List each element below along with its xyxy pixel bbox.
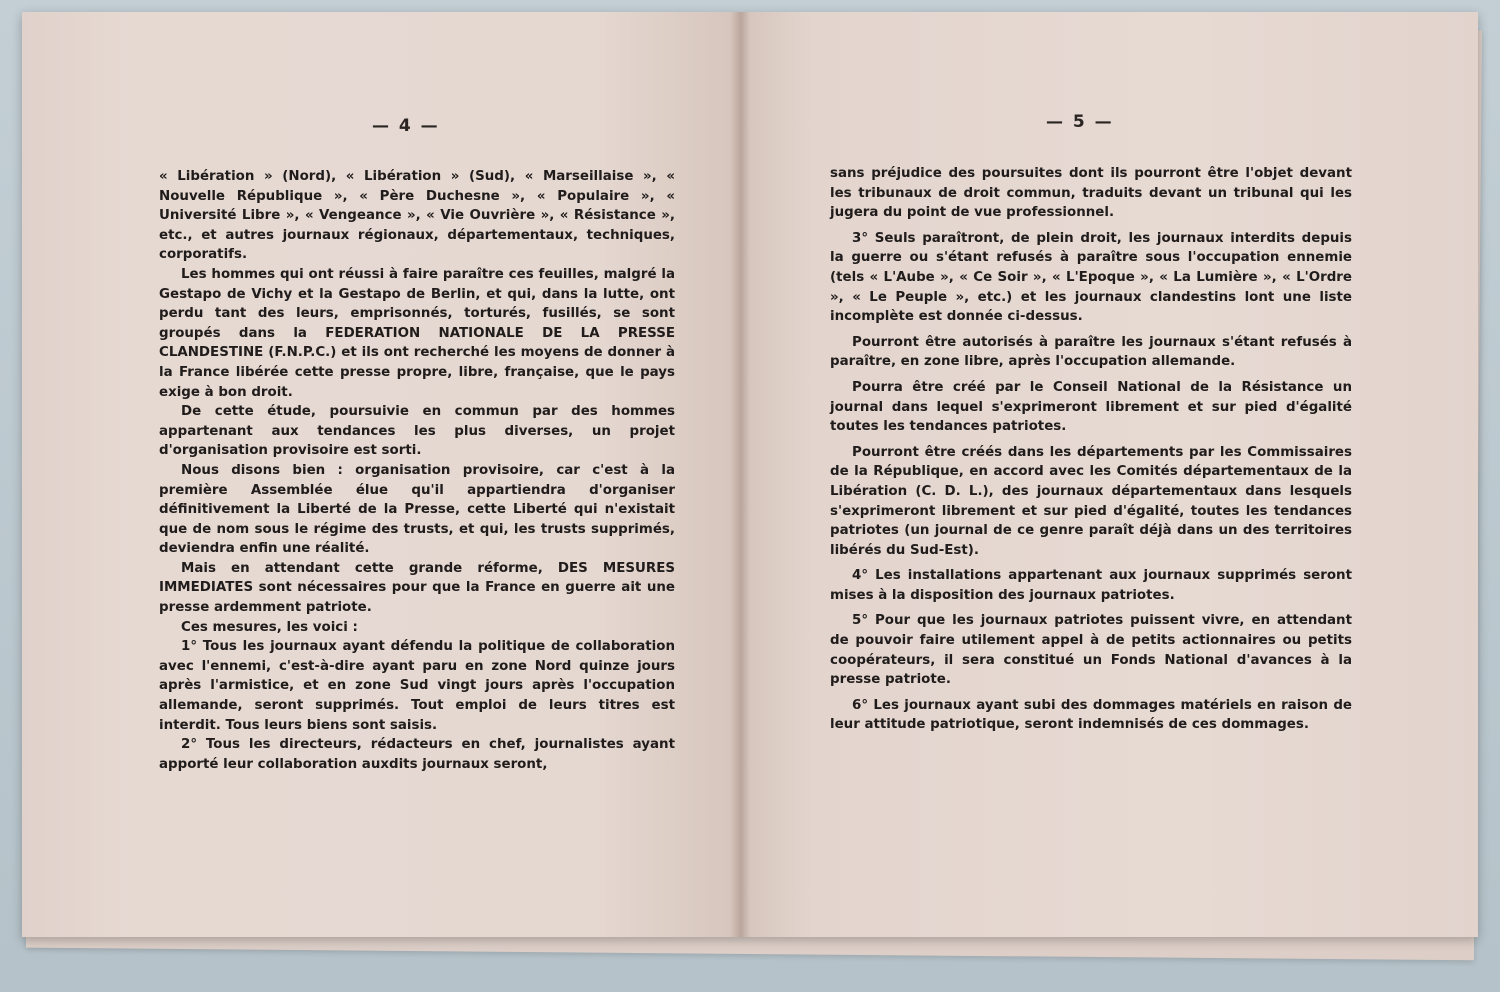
paragraph-provisional: Nous disons bien : organisation provisoire, car c'est à la première Assemblée élue qu'il appartiendra d'organiser définitivement la Liberté de la Presse, cette Liberté qui n'existait que de nom sous le régime des trusts, et qui, les trusts supprimés, deviendra enfin une réalité. (159, 462, 675, 557)
paragraph-measure-4: 4° Les installations appartenant aux journaux supprimés seront mises à la disposition des journaux patriotes. (830, 568, 1352, 603)
paragraph-measure-1: 1° Tous les journaux ayant défendu la politique de collaboration avec l'ennemi, c'est-à-dire ayant paru en zone Nord quinze jours après l'armistice, et en zone Sud vingt jours après l'occupation allemande, seront supprimés. Tout emploi de leurs titres est interdit. Tous leurs biens sont saisis. (159, 639, 675, 733)
paragraph-measure-2-end: sans préjudice des poursuites dont ils pourront être l'objet devant les tribunaux de droit commun, traduits devant un tribunal qui les jugera du point de vue professionnel. (830, 166, 1352, 221)
paragraph-immediate-measures: Mais en attendant cette grande réforme, DES MESURES IMMEDIATES sont nécessaires pour que la France en guerre ait une presse ardemment patriote. (159, 560, 675, 616)
booklet-spread (22, 12, 1478, 937)
left-page (22, 12, 738, 937)
paragraph-departmental: Pourront être créés dans les départements par les Commissaires de la République, en accord avec les Comités départementaux de la Libération (C. D. L.), des journaux départementaux dans lesquels s'exprimeront librement et sur pied d'égalité, toutes les tendances patriotes (un journal de ce genre paraît déjà dans un des territoires libérés du Sud-Est). (830, 444, 1352, 558)
paragraph-measure-3: 3° Seuls paraîtront, de plein droit, les journaux interdits depuis la guerre ou s'étant refusés à paraître sous l'occupation ennemie (tels « L'Aube », « Ce Soir », « L'Epoque », « La Lumière », « L'Ordre », « Le Peuple », etc.) et les journaux clandestins lont une liste incomplète est donnée ci-dessus. (830, 230, 1352, 325)
paragraph-authorized: Pourront être autorisés à paraître les journaux s'étant refusés à paraître, en zone libre, après l'occupation allemande. (830, 334, 1352, 370)
paragraph-measure-6: 6° Les journaux ayant subi des dommages matériels en raison de leur attitude patriotique, seront indemnisés de ces dommages. (830, 697, 1352, 733)
paragraph-measure-2-start: 2° Tous les directeurs, rédacteurs en chef, journalistes ayant apporté leur collaboration auxdits journaux seront, (159, 737, 675, 772)
paragraph-measure-5: 5° Pour que les journaux patriotes puissent vivre, en attendant de pouvoir faire utilement appel à de petits actionnaires ou petits coopérateurs, il sera constitué un Fonds National d'avances à la presse patriote. (830, 613, 1352, 688)
paragraph-study: De cette étude, poursuivie en commun par des hommes appartenant aux tendances les plus diverses, un projet d'organisation provisoire est sorti. (159, 404, 675, 459)
page-number-4: — 4 — (372, 116, 440, 136)
book-gutter (730, 12, 750, 937)
page-number-5: — 5 — (1046, 112, 1114, 132)
paragraph-measures-intro: Ces mesures, les voici : (181, 619, 358, 635)
right-page-text (830, 164, 1352, 735)
paragraph-newspaper-list: « Libération » (Nord), « Libération » (Sud), « Marseillaise », « Nouvelle République », « Père Duchesne », « Populaire », « Université Libre », « Vengeance », « Vie Ouvrière », « Résistance », etc., et autres journaux régionaux, départementaux, techniques, corporatifs. (159, 169, 675, 263)
paragraph-cnr-journal: Pourra être créé par le Conseil National de la Résistance un journal dans lequel s'exprimeront librement et sur pied d'égalité toutes les tendances patriotes. (830, 379, 1352, 435)
paragraph-fnpc: Les hommes qui ont réussi à faire paraître ces feuilles, malgré la Gestapo de Vichy et la Gestapo de Berlin, et qui, dans la lutte, ont perdu tant des leurs, emprisonnés, torturés, fusillés, se sont groupés dans la FEDERATION NATIONALE DE LA PRESSE CLANDESTINE (F.N.P.C.) et ils ont recherché les moyens de donner à la France libérée cette presse propre, libre, française, que le pays exige à bon droit. (159, 266, 675, 400)
left-page-text (159, 167, 675, 774)
